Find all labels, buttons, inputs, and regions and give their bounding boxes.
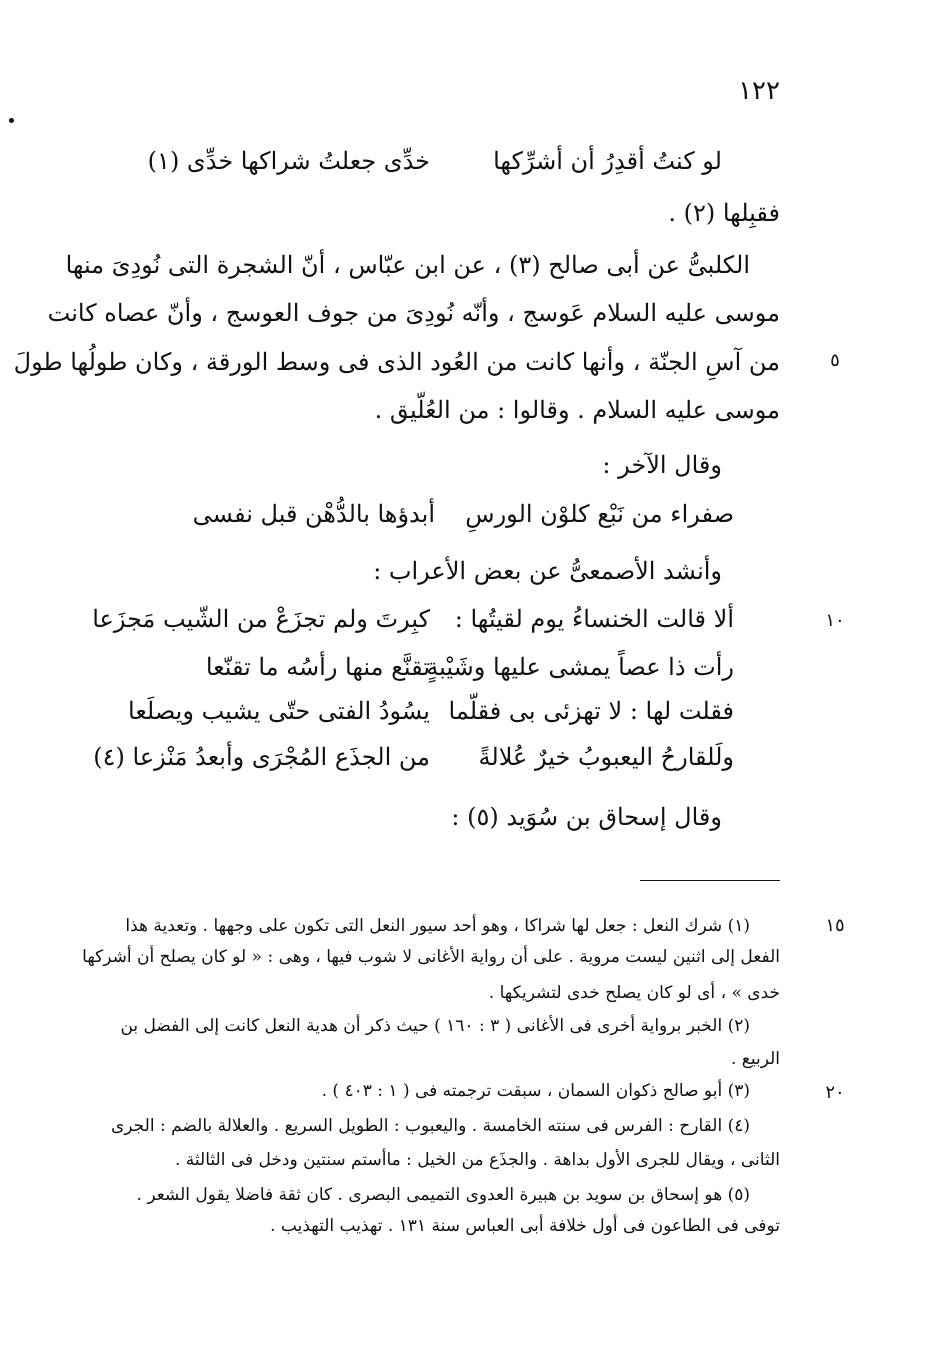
verse-intro: وقال الآخر : [602, 451, 722, 479]
paragraph-line: الكلبىُّ عن أبى صالح (٣) ، عن ابن عبّاس ، أنّ الشجرة التى نُودِىَ منها [65, 251, 750, 279]
footnote-separator [640, 880, 780, 881]
poem-hemistich-left: تقنَّع منها رأسُه ما تقنّعا [205, 653, 430, 681]
paragraph-line: موسى عليه السلام . وقالوا : من العُلّيق . [374, 396, 780, 424]
footnote-line: توفى فى الطاعون فى أول خلافة أبى العباس سنة ١٣١ . تهذيب التهذيب . [270, 1216, 780, 1236]
poem-hemistich-right: رأت ذا عصاً يمشى عليها وشَيْبةٍ [426, 653, 734, 681]
poem-hemistich-right: ألا قالت الخنساءُ يوم لقيتُها : [454, 605, 734, 633]
footnote-line: (٣) أبو صالح ذكوان السمان ، سبقت ترجمته فى ( ١ : ٤٠٣ ) . [321, 1081, 750, 1101]
margin-line-number: ٥ [830, 350, 840, 371]
verse-intro: وأنشد الأصمعىُّ عن بعض الأعراب : [373, 557, 722, 585]
margin-line-number: ١٥ [825, 915, 845, 936]
poem-hemistich-left: من الجذَع المُجْرَى وأبعدُ مَنْزعا (٤) [93, 743, 430, 771]
verse2-hemistich-left: أبدؤها بالدُّهْن قبل نفسى [192, 500, 435, 528]
text-line: فقبِلها (٢) . [668, 199, 780, 227]
poem-hemistich-right: فقلت لها : لا تهزئى بى فقلّما [448, 697, 734, 725]
footnote-line: الربيع . [731, 1049, 780, 1069]
poem-hemistich-right: ولَلقارحُ اليعبوبُ خيرٌ عُلالةً [478, 743, 734, 771]
footnote-line: خدى » ، أى لو كان يصلح خدى لتشريكها . [488, 983, 780, 1003]
verse-intro: وقال إسحاق بن سُوَيد (٥) : [451, 803, 722, 831]
footnote-line: الفعل إلى اثنين ليست مروية . على أن رواية الأغانى لا شوب فيها ، وهى : « لو كان يصلح أن أشركها [82, 947, 780, 967]
margin-dot [9, 118, 14, 123]
footnote-line: (١) شرك النعل : جعل لها شراكا ، وهو أحد سيور النعل التى تكون على وجهها . وتعدية هذا [125, 916, 750, 936]
margin-line-number: ٢٠ [825, 1082, 845, 1103]
paragraph-line: من آسِ الجنّة ، وأنها كانت من العُود الذى فى وسط الورقة ، وكان طولُها طولَ [13, 348, 780, 376]
footnote-line: الثانى ، ويقال للجرى الأول بداهة . والجذَع من الخيل : ماأستم سنتين ودخل فى الثالثة . [174, 1150, 780, 1170]
footnote-line: (٤) القارح : الفرس فى سنته الخامسة . واليعبوب : الطويل السريع . والعلالة بالضم : الجرى [110, 1116, 750, 1136]
verse1-hemistich-left: خدِّى جعلتُ شراكها خدِّى (١) [147, 147, 430, 175]
verse1-hemistich-right: لو كنتُ أقدِرُ أن أشرِّكها [493, 147, 722, 175]
poem-hemistich-left: يسُودُ الفتى حتّى يشيب ويصلَعا [128, 697, 430, 725]
verse2-hemistich-right: صفراء من نَبْع كلوْن الورسِ [465, 500, 734, 528]
footnote-line: (٢) الخبر برواية أخرى فى الأغانى ( ٣ : ١٦٠ ) حيث ذكر أن هدية النعل كانت إلى الفضل بن [120, 1016, 750, 1036]
paragraph-line: موسى عليه السلام عَوسج ، وأنّه نُودِىَ من جوف العوسج ، وأنّ عصاه كانت [47, 299, 780, 327]
page-number: ١٢٢ [738, 76, 780, 106]
poem-hemistich-left: كبِرتَ ولم تجزَعْ من الشّيب مَجزَعا [92, 605, 430, 633]
margin-line-number: ١٠ [825, 610, 845, 631]
footnote-line: (٥) هو إسحاق بن سويد بن هبيرة العدوى التميمى البصرى . كان ثقة فاضلا يقول الشعر . [136, 1185, 750, 1205]
